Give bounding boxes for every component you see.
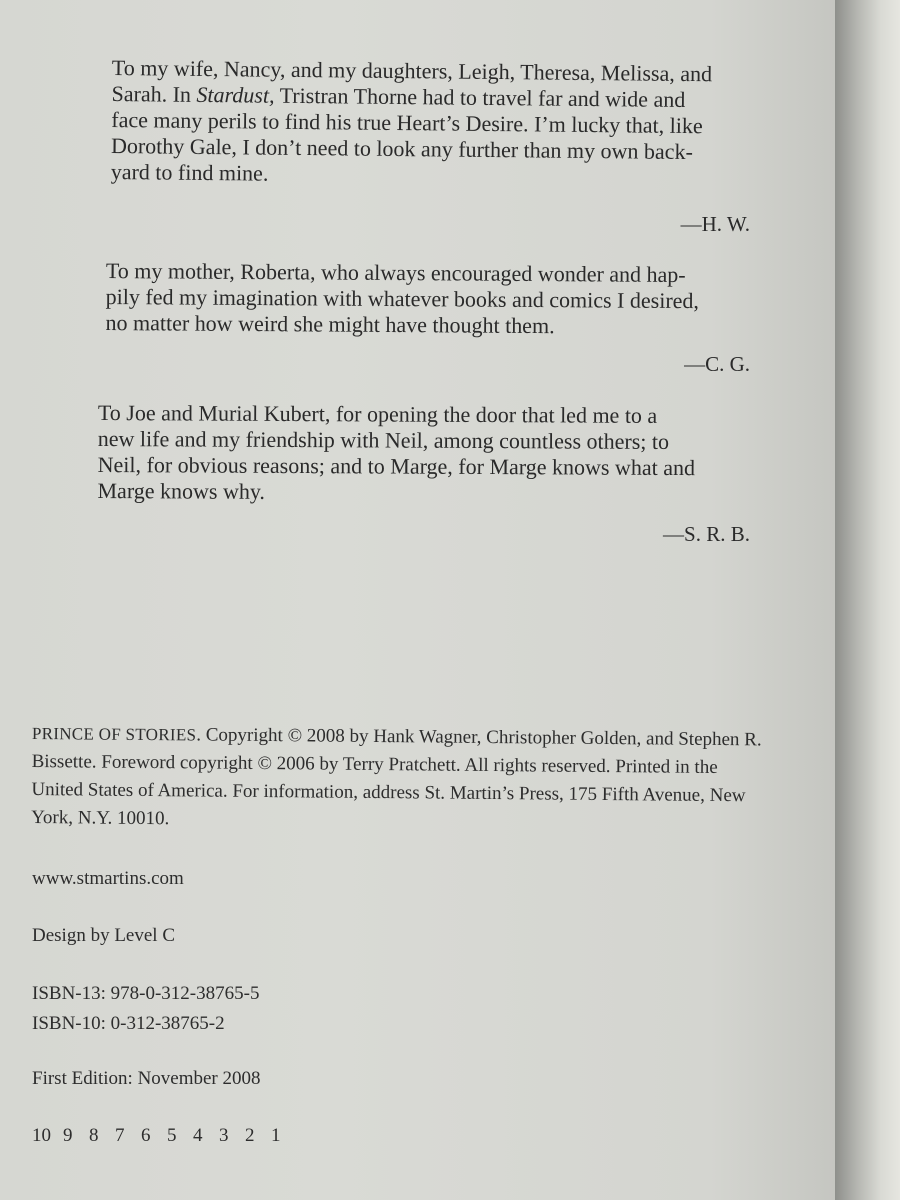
signature-hw: —H. W. (680, 212, 750, 236)
dedication-line: Neil, for obvious reasons; and to Marge, for Marge knows what and (97, 451, 696, 481)
dedication-line: Dorothy Gale, I don’t need to look any further than my own back- (110, 132, 693, 165)
dedication-hw (111, 55, 762, 192)
book-title-stardust: Stardust, (196, 81, 275, 108)
print-number: 1 (271, 1125, 281, 1146)
copyright-notice (31, 720, 832, 839)
copyright-line: Bissette. Foreword copyright © 2006 by Terry Pratchett. All rights reserved. Printed in the (31, 750, 718, 778)
dedication-line: new life and my friendship with Neil, among countless others; to (97, 425, 670, 454)
isbn-13: ISBN-13: 978-0-312-38765-5 (32, 983, 260, 1004)
copyright-line: United States of America. For information, address St. Martin’s Press, 175 Fifth Avenue, New (31, 778, 746, 807)
dedication-line: yard to find mine. (110, 158, 269, 186)
print-number: 8 (89, 1125, 99, 1146)
isbn-10: ISBN-10: 0-312-38765-2 (32, 1013, 225, 1034)
copyright-text: . Copyright © 2008 by Hank Wagner, Christopher Golden, and Stephen R. (196, 724, 762, 751)
dedication-cg (105, 258, 756, 341)
dedication-line: pily fed my imagination with whatever books and comics I desired, (105, 283, 700, 314)
dedication-line: To my wife, Nancy, and my daughters, Leigh, Theresa, Melissa, and (111, 55, 713, 87)
dedication-line: no matter how weird she might have thought them. (105, 309, 555, 339)
print-number: 2 (245, 1125, 255, 1146)
print-number: 9 (63, 1125, 73, 1146)
print-number: 5 (167, 1125, 177, 1146)
print-number: 3 (219, 1125, 229, 1146)
printing-line (32, 1125, 285, 1147)
print-number: 4 (193, 1125, 203, 1146)
dedication-line: Marge knows why. (97, 477, 266, 504)
dedication-text-fragment: Sarah. In (111, 80, 197, 107)
website: www.stmartins.com (32, 868, 184, 889)
dedication-srb (97, 400, 758, 507)
dedication-line: To Joe and Murial Kubert, for opening the door that led me to a (97, 400, 658, 428)
signature-cg: —C. G. (684, 352, 750, 376)
print-number: 6 (141, 1125, 151, 1146)
dedication-line: To my mother, Roberta, who always encouraged wonder and hap- (105, 258, 686, 288)
print-number: 7 (115, 1125, 125, 1146)
print-number: 10 (32, 1125, 51, 1146)
signature-srb: —S. R. B. (663, 522, 750, 546)
design-credit: Design by Level C (32, 925, 176, 946)
copyright-line: York, N.Y. 10010. (31, 806, 170, 830)
book-title: PRINCE OF STORIES (31, 723, 197, 745)
dedication-line: face many perils to find his true Heart’s Desire. I’m lucky that, like (111, 106, 703, 139)
edition-statement: First Edition: November 2008 (32, 1068, 261, 1089)
dedication-text-fragment: Tristran Thorne had to travel far and wide and (274, 82, 686, 113)
book-page-edge (835, 0, 900, 1200)
